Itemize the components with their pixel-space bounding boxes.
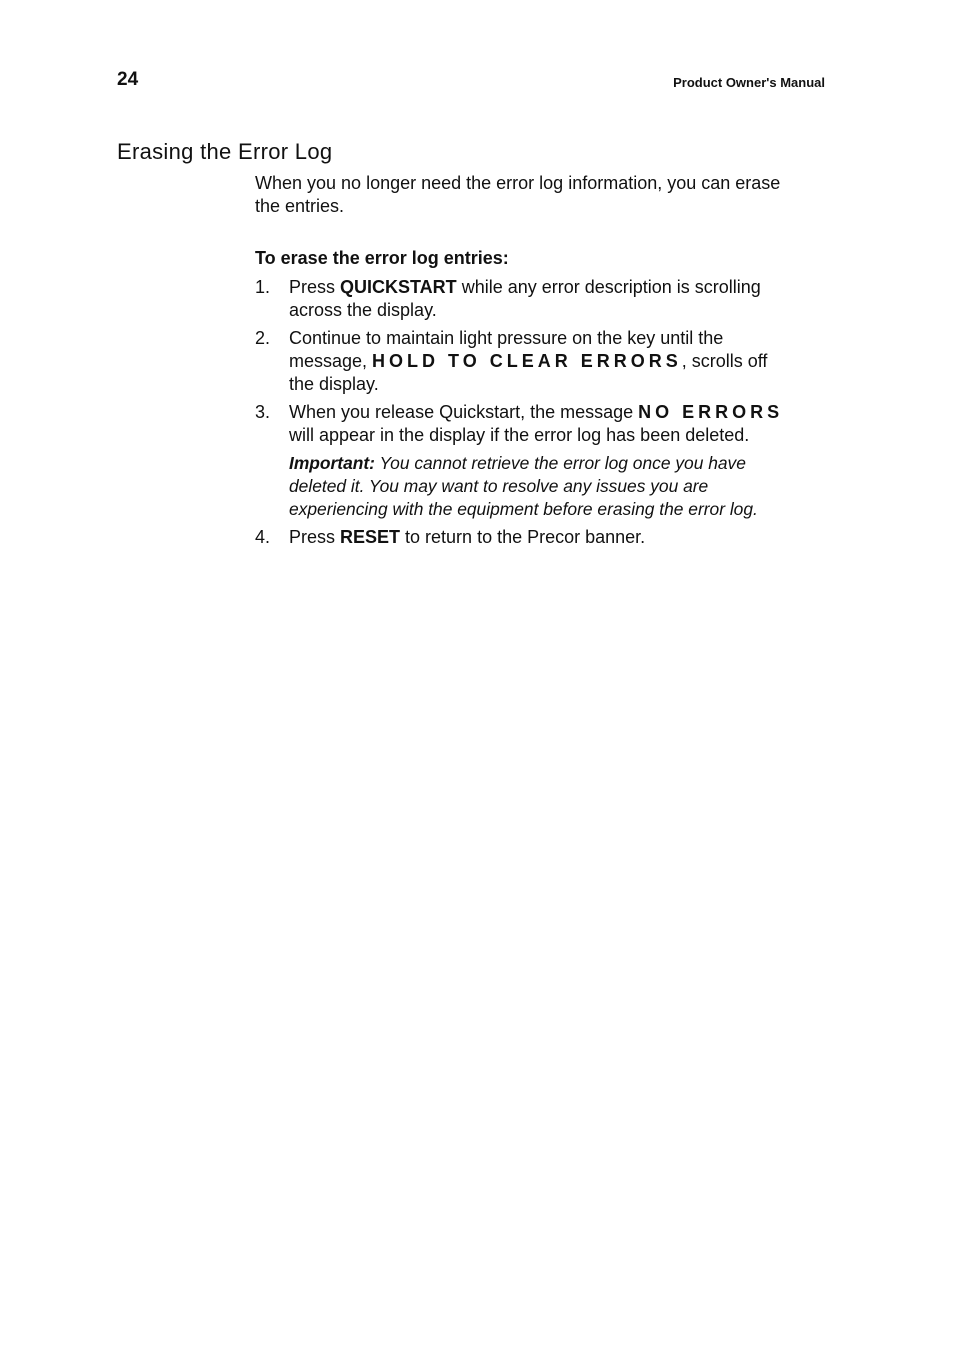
procedure-heading: To erase the error log entries: (255, 248, 509, 268)
step-text-pre: Continue to maintain light pressure on the key until the message, (289, 328, 724, 371)
step-3 (255, 401, 795, 521)
step-text-pre: Press (289, 527, 341, 547)
step-number: 2. (255, 328, 271, 348)
step-number: 4. (255, 527, 271, 547)
step-text-post: will appear in the display if the error log has been deleted. (289, 425, 750, 445)
step-text (289, 401, 784, 447)
intro-paragraph: When you no longer need the error log information, you can erase the entries. (255, 173, 781, 216)
reset-key-label: RESET (340, 527, 401, 547)
step-2 (255, 327, 795, 396)
display-message: HOLD TO CLEAR ERRORS (372, 351, 682, 371)
quickstart-key-label: QUICKSTART (340, 277, 457, 297)
running-header: Product Owner's Manual (673, 75, 825, 90)
step-text-post: , scrolls off the display. (289, 351, 768, 394)
step-number: 1. (255, 277, 271, 297)
step-text-pre: When you release Quickstart, the message (289, 402, 639, 422)
step-number: 3. (255, 402, 271, 422)
step-text-post: to return to the Precor banner. (400, 527, 646, 547)
section-body (255, 172, 795, 554)
important-note (289, 452, 794, 521)
step-1 (255, 276, 795, 322)
step-text-pre: Press (289, 277, 341, 297)
procedure-steps (255, 276, 795, 549)
section-title: Erasing the Error Log (117, 139, 333, 164)
step-text (289, 276, 784, 322)
important-note-label: Important: (289, 453, 375, 473)
display-message: NO ERRORS (638, 402, 784, 422)
step-text-post: while any error description is scrolling across the display. (289, 277, 761, 320)
important-note-text: You cannot retrieve the error log once you have deleted it. You may want to resolve any issues you are experiencing with the equipment before erasing the error log. (289, 453, 758, 519)
step-text (289, 526, 784, 549)
page-number: 24 (117, 69, 139, 90)
step-text (289, 327, 784, 396)
step-4 (255, 526, 795, 549)
